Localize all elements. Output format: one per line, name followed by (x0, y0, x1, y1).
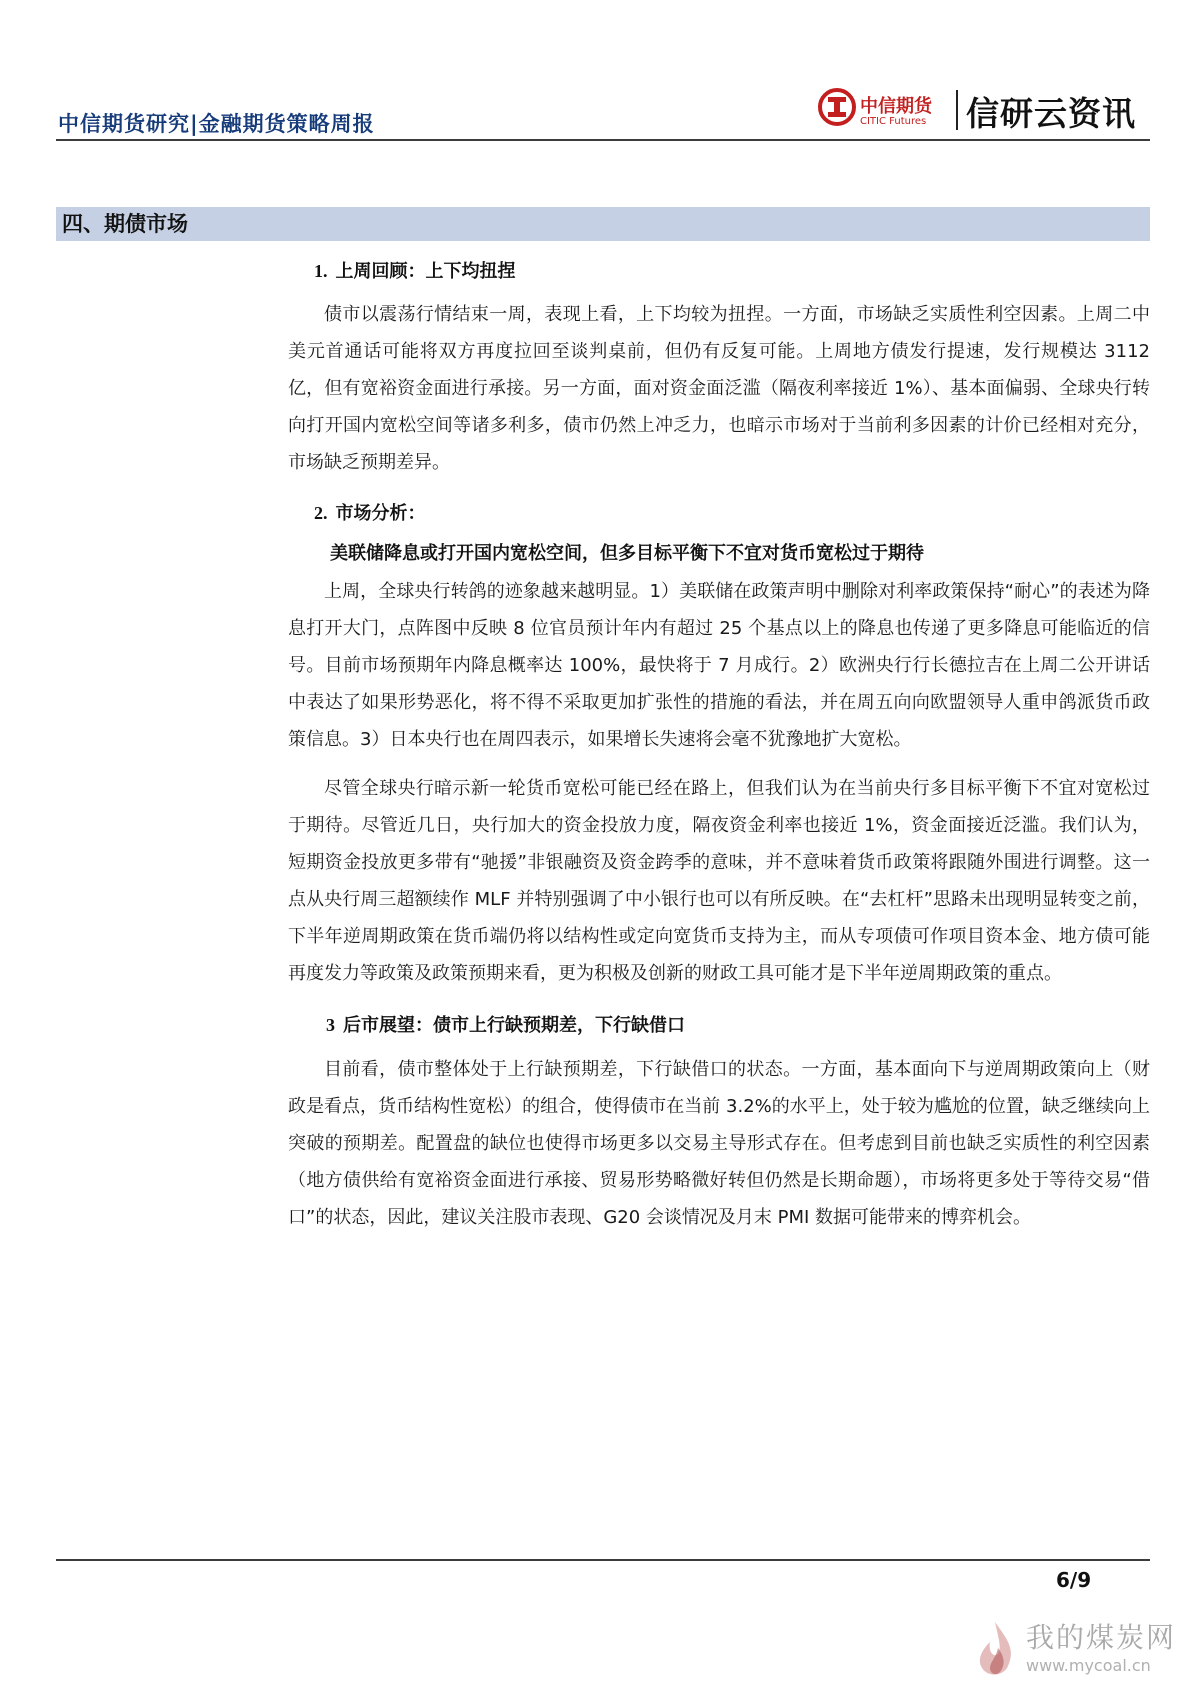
logo-chinese-name: 中信期货 (860, 96, 932, 117)
main-content (288, 258, 1150, 1236)
citic-logo (818, 86, 1148, 138)
paragraph-global-easing: 上周，全球央行转鸽的迹象越来越明显。1）美联储在政策声明中删除对利率政策保持“耐心”的表述为降息打开大门，点阵图中反映 8 位官员预计年内有超过 25 个基点以上的降息也传递了更多降息可能临近的信号。目前市场预期年内降息概率达 100%，最快将于 7 月成行。2）欧洲央行行长德拉吉在上周二公开讲话中表达了如果形势恶化，将不得不采取更加扩张性的措施的看法，并在周五向向欧盟领导人重申鸽派货币政策信息。3）日本央行也在周四表示，如果增长失速将会毫不犹豫地扩大宽松。 (288, 581, 1150, 750)
heading-text: 后市展望：债市上行缺预期差，下行缺借口 (343, 1015, 685, 1036)
logo-divider (956, 90, 958, 130)
heading-text: 上周回顾：上下均扭捏 (335, 261, 516, 282)
paragraph-weekly-review: 债市以震荡行情结束一周，表现上看，上下均较为扭捏。一方面，市场缺乏实质性利空因素。上周二中美元首通话可能将双方再度拉回至谈判桌前，但仍有反复可能。上周地方债发行提速，发行规模达 3112 亿，但有宽裕资金面进行承接。另一方面，面对资金面泛滥（隔夜利率接近 1%）、基本面偏弱、全球央行转向打开国内宽松空间等诸多利多，债市仍然上冲乏力，也暗示市场对于当前利多因素的计价已经相对充分，市场缺乏预期差异。 (288, 304, 1150, 473)
section-title-band (56, 207, 1150, 241)
heading-text: 市场分析： (335, 503, 426, 524)
logo-english-name: CITIC Futures (860, 116, 927, 127)
heading-weekly-review (314, 258, 1150, 285)
heading-number: 1. (314, 261, 328, 281)
heading-number: 3 (326, 1015, 335, 1035)
heading-number: 2. (314, 503, 328, 523)
report-header-title: 中信期货研究|金融期货策略周报 (58, 112, 375, 136)
brand-name: 信研云资讯 (966, 94, 1136, 133)
watermark-text: 我的煤炭网 (1026, 1621, 1177, 1654)
heading-market-analysis (314, 500, 1150, 527)
footer-divider (56, 1559, 1150, 1561)
paragraph-policy-view: 尽管全球央行暗示新一轮货币宽松可能已经在路上，但我们认为在当前央行多目标平衡下不宜对宽松过于期待。尽管近几日，央行加大的资金投放力度，隔夜资金利率也接近 1%，资金面接近泛滥。我们认为，短期资金投放更多带有“驰援”非银融资及资金跨季的意味，并不意味着货币政策将跟随外围进行调整。这一点从央行周三超额续作 MLF 并特别强调了中小银行也可以有所反映。在“去杠杆”思路未出现明显转变之前，下半年逆周期政策在货币端仍将以结构性或定向宽货币支持为主，而从专项债可作项目资本金、地方债可能再度发力等政策及政策预期来看，更为积极及创新的财政工具可能才是下半年逆周期政策的重点。 (288, 778, 1150, 984)
paragraph-outlook: 目前看，债市整体处于上行缺预期差，下行缺借口的状态。一方面，基本面向下与逆周期政策向上（财政是看点，货币结构性宽松）的组合，使得债市在当前 3.2%的水平上，处于较为尴尬的位置，缺乏继续向上突破的预期差。配置盘的缺位也使得市场更多以交易主导形式存在。但考虑到目前也缺乏实质性的利空因素（地方债供给有宽裕资金面进行承接、贸易形势略微好转但仍然是长期命题），市场将更多处于等待交易“借口”的状态，因此，建议关注股市表现、G20 会谈情况及月末 PMI 数据可能带来的博弈机会。 (288, 1059, 1150, 1228)
citic-logo-icon (818, 88, 856, 126)
page-number: 6/9 (1056, 1568, 1092, 1592)
subheading-fed: 美联储降息或打开国内宽松空间，但多目标平衡下不宜对货币宽松过于期待 (330, 543, 924, 564)
header-divider (56, 139, 1150, 141)
flame-watermark-icon (968, 1618, 1022, 1684)
watermark-url: www.mycoal.cn (1026, 1656, 1151, 1675)
section-title: 四、期债市场 (62, 212, 188, 236)
heading-outlook (326, 1012, 1150, 1039)
